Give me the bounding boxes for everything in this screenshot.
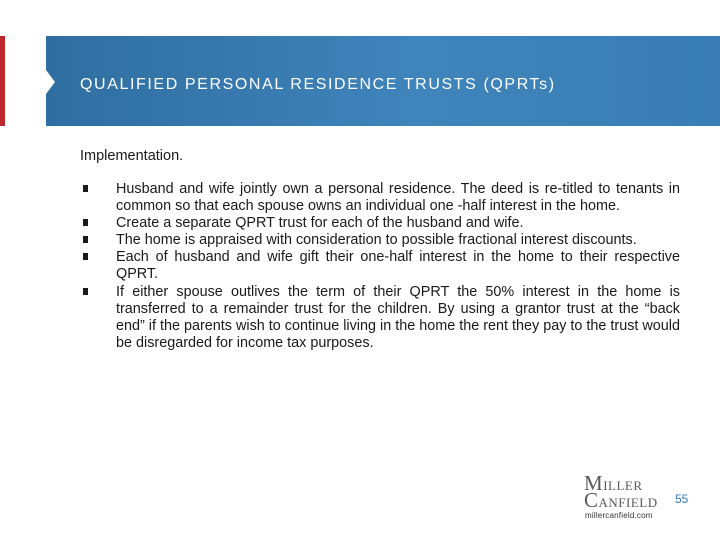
slide-title: QUALIFIED PERSONAL RESIDENCE TRUSTS (QPRTs): [80, 76, 556, 93]
accent-red-bar: [0, 36, 5, 126]
bullet-marker-icon: [83, 288, 88, 295]
bullet-text: Husband and wife jointly own a personal residence. The deed is re-titled to tenants in common so that each spouse owns an individual one -half interest in the home.: [116, 181, 680, 215]
bullet-item: [80, 215, 680, 232]
bullet-text: If either spouse outlives the term of their QPRT the 50% interest in the home is transferred to a remainder trust for the children. By using a grantor trust at the “back end” if the parents wish to continue living in the home the rent they pay to the trust would be disregarded for income tax purposes.: [116, 283, 680, 351]
bullet-marker-icon: [83, 185, 88, 192]
logo-line-1: MILLER: [584, 471, 643, 495]
bullet-marker-icon: [83, 236, 88, 243]
bullet-item: [80, 249, 680, 283]
bullet-text: The home is appraised with consideration to possible fractional interest discounts.: [116, 232, 637, 249]
footer-url: millercanfield.com: [585, 511, 653, 520]
bullet-marker-icon: [83, 219, 88, 226]
bullet-marker-icon: [83, 253, 88, 260]
page-number: 55: [675, 492, 689, 506]
bullet-item: [80, 181, 680, 215]
miller-canfield-logo: [584, 471, 664, 512]
bullet-item: [80, 284, 680, 352]
bullet-text: Each of husband and wife gift their one-half interest in the home to their respective QPRT.: [116, 249, 680, 283]
logo-line-2: CANFIELD: [584, 488, 658, 512]
bullet-item: [80, 232, 680, 249]
section-heading: Implementation.: [80, 148, 184, 164]
bullet-text: Create a separate QPRT trust for each of the husband and wife.: [116, 215, 524, 232]
banner-notch: [46, 70, 55, 94]
bullet-list: [80, 181, 680, 352]
